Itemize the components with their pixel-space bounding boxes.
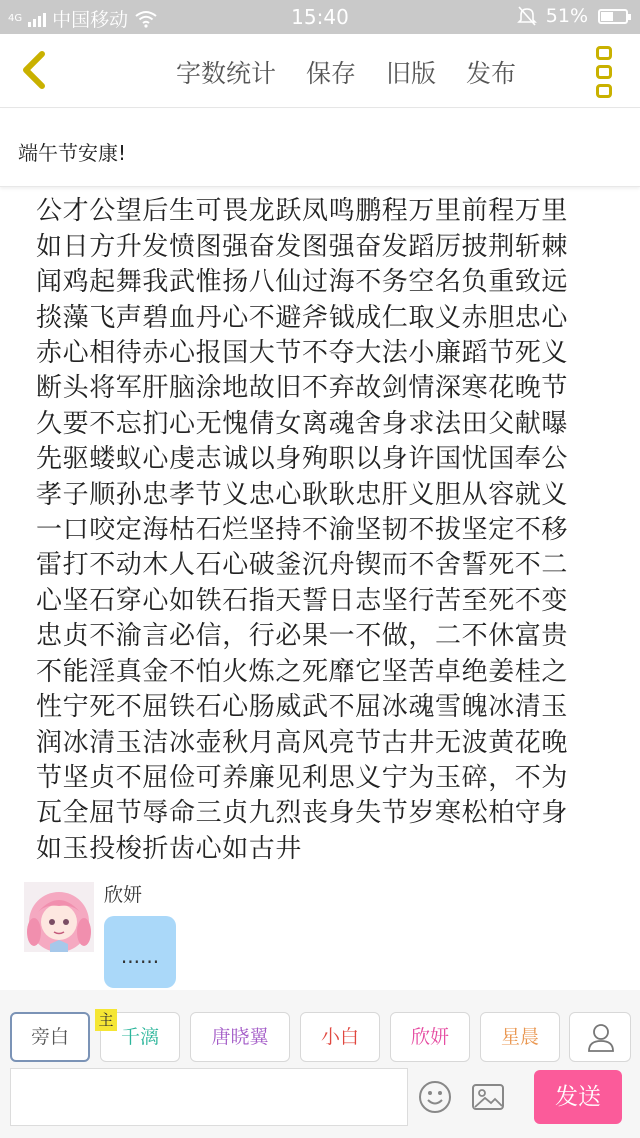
story-line: 如玉投梭折齿心如古井 — [36, 833, 303, 864]
role-xingchen[interactable] — [480, 1012, 560, 1062]
bell-muted-icon — [518, 6, 536, 26]
role-qianli[interactable] — [100, 1012, 180, 1062]
story-line: 节坚贞不屈俭可养廉见利思义宁为玉碎，不为 — [36, 762, 569, 793]
battery-percent: 51% — [545, 5, 588, 27]
add-role-button[interactable] — [569, 1012, 631, 1062]
carrier-name: 中国移动 — [52, 9, 129, 31]
back-button[interactable] — [14, 48, 58, 92]
story-line: 润冰清玉洁冰壶秋月高风亮节古井无波黄花晚 — [36, 727, 569, 758]
story-line: 忠贞不渝言必信，行必果一不做，二不休富贵 — [36, 621, 569, 652]
publish-button[interactable]: 发布 — [466, 59, 517, 88]
story-line: 不能淫真金不怕火炼之死靡它坚苦卓绝姜桂之 — [36, 656, 569, 687]
image-icon — [471, 1082, 505, 1112]
anime-girl-avatar[interactable] — [24, 882, 94, 952]
image-button[interactable] — [471, 1082, 505, 1112]
smiley-icon — [418, 1080, 452, 1114]
status-bar — [0, 0, 640, 34]
role-label: 旁白 — [30, 1026, 69, 1048]
network-type-label: 4G — [8, 12, 23, 24]
story-line: 先驱蝼蚁心虔志诚以身殉职以身许国忧国奉公 — [36, 444, 569, 475]
role-label: 千漓 — [120, 1026, 159, 1048]
story-line: 瓦全屈节辱命三贞九烈丧身失节岁寒松柏守身 — [36, 798, 569, 829]
role-narrator[interactable] — [10, 1012, 90, 1062]
top-nav — [0, 34, 640, 108]
battery-icon — [598, 9, 628, 24]
story-line: 久要不忘扪心无愧倩女离魂舍身求法田父献曝 — [36, 408, 569, 439]
battery-fill — [601, 12, 613, 21]
chevron-left-icon — [14, 48, 58, 92]
title-bar — [0, 109, 640, 187]
story-line: 如日方升发愤图强奋发图强奋发蹈厉披荆斩棘 — [36, 231, 569, 262]
story-line: 心坚石穿心如铁石指天誓日志坚行苦至死不变 — [36, 585, 569, 616]
story-line: 一口咬定海枯石烂坚持不渝坚韧不拔坚定不移 — [36, 515, 569, 546]
role-tangxiaoyi[interactable] — [190, 1012, 290, 1062]
avatar-illustration — [24, 882, 94, 952]
emoji-button[interactable] — [418, 1080, 452, 1114]
story-text — [36, 159, 608, 867]
story-line: 掞藻飞声碧血丹心不避斧钺成仁取义赤胆忠心 — [36, 302, 569, 333]
story-title[interactable]: 端午节安康! — [18, 141, 127, 165]
role-label: 欣妍 — [410, 1026, 449, 1048]
speaker-name: 欣妍 — [104, 884, 143, 906]
status-time: 15:40 — [291, 5, 349, 29]
chat-bubble[interactable]: ...... — [104, 916, 176, 988]
role-xiaobai[interactable] — [300, 1012, 380, 1062]
old-version-button[interactable]: 旧版 — [386, 59, 437, 88]
save-button[interactable]: 保存 — [306, 59, 357, 88]
status-right — [518, 5, 628, 27]
story-line: 公才公望后生可畏龙跃凤鸣鹏程万里前程万里 — [36, 196, 569, 227]
role-label: 小白 — [320, 1026, 359, 1048]
host-badge: 主 — [95, 1009, 117, 1031]
story-line: 赤心相待赤心报国大节不夺大法小廉蹈节死义 — [36, 338, 569, 369]
story-line: 闻鸡起舞我武惟扬八仙过海不务空名负重致远 — [36, 267, 569, 298]
role-xinyan[interactable] — [390, 1012, 470, 1062]
story-line: 孝子顺孙忠孝节义忠心耿耿忠肝义胆从容就义 — [36, 479, 569, 510]
story-area[interactable] — [0, 187, 640, 990]
role-selector — [10, 1012, 560, 1062]
send-button[interactable]: 发送 — [534, 1070, 622, 1124]
more-vertical-icon[interactable] — [594, 46, 614, 98]
message-input[interactable] — [10, 1068, 408, 1126]
role-label: 星晨 — [500, 1026, 539, 1048]
person-icon — [570, 1013, 632, 1063]
role-label: 唐晓翼 — [211, 1026, 269, 1048]
nav-actions — [176, 54, 516, 90]
story-line: 断头将军肝脑涂地故旧不弃故剑情深寒花晚节 — [36, 373, 569, 404]
story-line: 雷打不动木人石心破釜沉舟锲而不舍誓死不二 — [36, 550, 569, 581]
bottom-toolbar — [0, 990, 640, 1138]
word-count-button[interactable]: 字数统计 — [176, 59, 277, 88]
story-line: 性宁死不屈铁石心肠威武不屈冰魂雪魄冰清玉 — [36, 692, 569, 723]
